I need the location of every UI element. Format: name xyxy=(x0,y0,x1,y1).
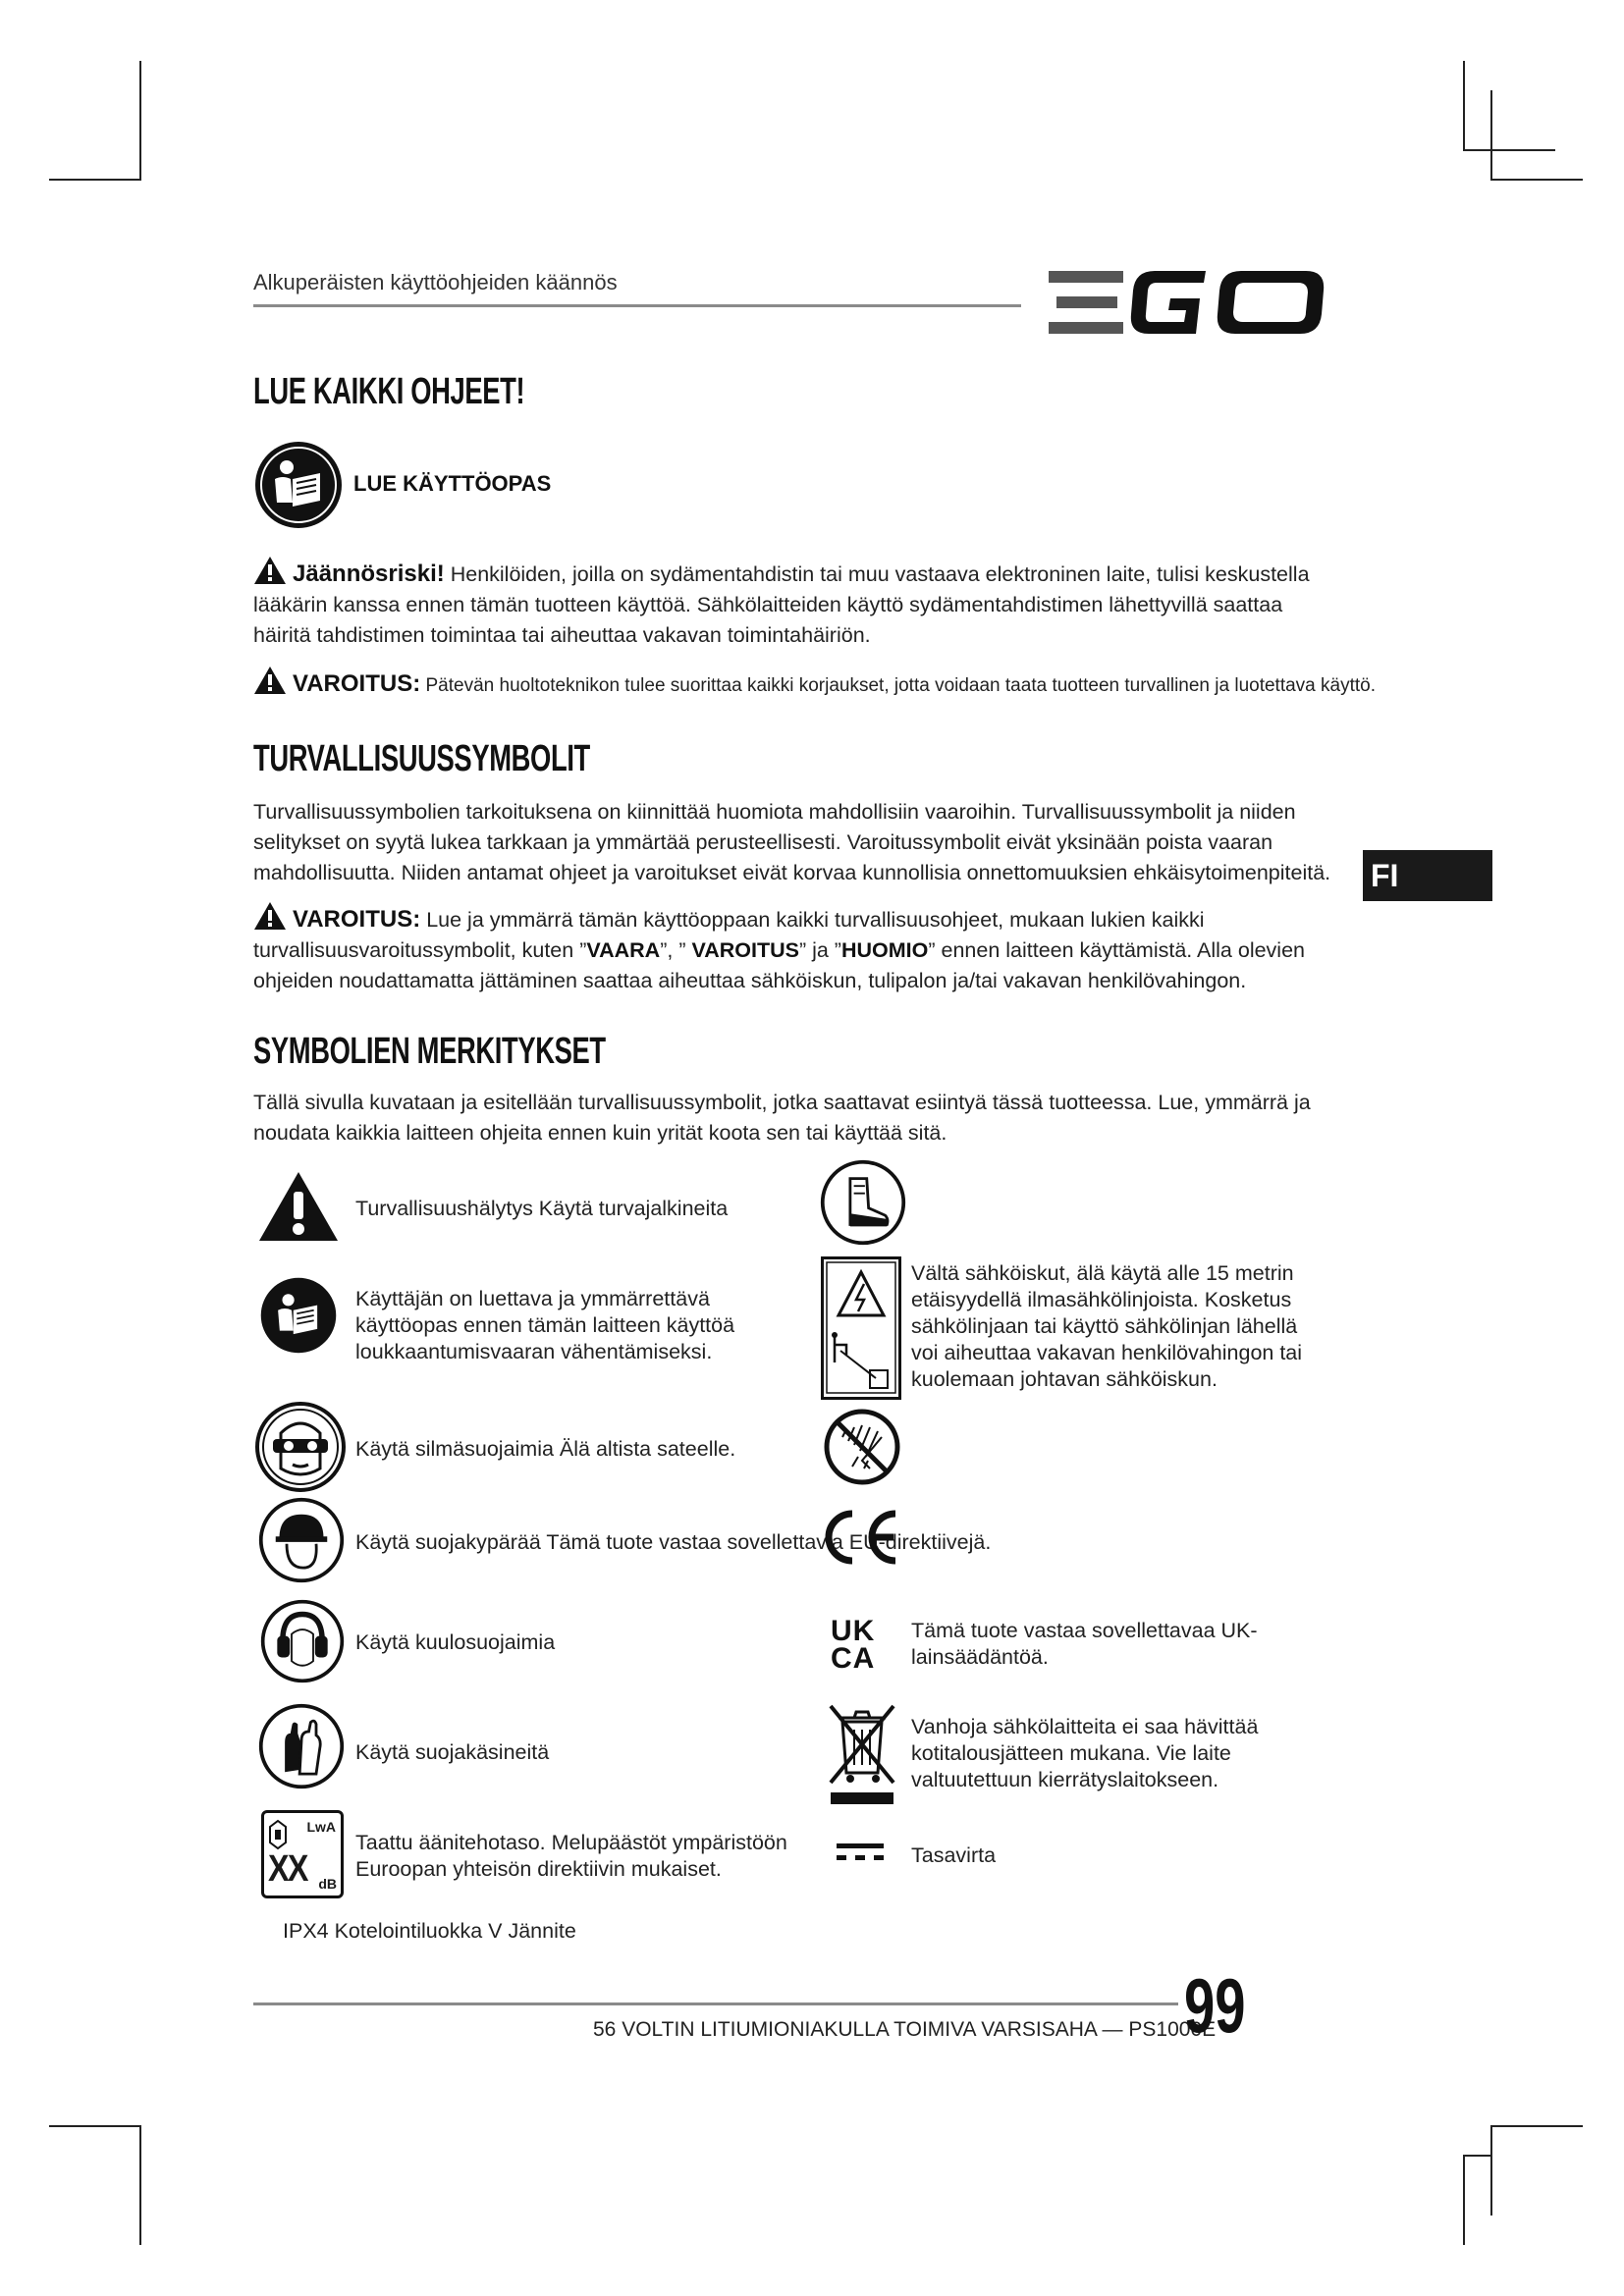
warning-text: Lue ja ymmärrä tämän käyttöoppaan kaikki turvallisuusohjeet, mukaan lukien kaikki turvallisuusvaroitussymbolit, kuten ” xyxy=(253,908,1205,962)
gloves-icon xyxy=(257,1702,346,1795)
ukca-top: UK xyxy=(831,1615,876,1647)
symbol-eye-text: Käytä silmäsuojaimia Älä altista sateelle. xyxy=(355,1437,736,1461)
keyword-vaara: VAARA xyxy=(586,938,661,962)
warning-label: VAROITUS: xyxy=(293,670,421,697)
symbol-helmet-text: Käytä suojakypärää Tämä tuote vastaa sovellettavia EU-direktiivejä. xyxy=(355,1530,992,1554)
symbols-intro-paragraph: Tällä sivulla kuvataan ja esitellään turvallisuussymbolit, jotka saattavat esiintyä tässä tuotteessa. Lue, ymmärrä ja noudata kaikkia laitteen ohjeita ennen kuin yrität koota sen tai käyttää sitä. xyxy=(253,1091,1311,1145)
warning-text: ”, ” xyxy=(660,938,692,962)
noise-lwa-label: LwA xyxy=(306,1819,336,1835)
crop-mark xyxy=(1490,179,1583,181)
direct-current-icon xyxy=(835,1842,886,1868)
crop-mark xyxy=(139,61,141,181)
symbol-ukca-text: Tämä tuote vastaa sovellettavaa UK-lainsäädäntöä. xyxy=(911,1619,1258,1669)
safety-warning-paragraph xyxy=(253,901,1343,996)
symbol-gloves-text: Käytä suojakäsineitä xyxy=(355,1740,550,1764)
footer-rule xyxy=(253,2002,1178,2005)
ukca-bottom: CA xyxy=(831,1642,876,1675)
power-line-warning-icon xyxy=(821,1256,901,1405)
noise-badge: XX xyxy=(268,1848,307,1890)
symbol-read-manual-text: Käyttäjän on luettava ja ymmärrettävä käyttöopas ennen tämän laitteen käyttöä loukkaantumisvaaran vähentämiseksi. xyxy=(355,1287,735,1363)
heading-safety-symbols: TURVALLISUUSSYMBOLIT xyxy=(253,738,590,779)
symbol-alert-text: Turvallisuushälytys Käytä turvajalkineita xyxy=(355,1197,729,1220)
noise-level-icon xyxy=(261,1810,344,1898)
heading-read-all: LUE KAIKKI OHJEET! xyxy=(253,371,525,412)
helmet-icon xyxy=(257,1496,346,1589)
eye-protection-icon xyxy=(253,1400,348,1499)
warning-triangle-icon xyxy=(253,901,287,931)
crop-mark xyxy=(1490,2125,1583,2127)
header-rule xyxy=(253,304,1021,307)
warning-repair-paragraph xyxy=(253,666,1376,701)
residual-risk-label: Jäännösriski! xyxy=(293,561,445,587)
crop-mark xyxy=(49,179,141,181)
symbol-dc-text: Tasavirta xyxy=(911,1843,997,1867)
safety-symbols-paragraph: Turvallisuussymbolien tarkoituksena on kiinnittää huomiota mahdollisiin vaaroihin. Turvallisuussymbolit ja niiden selitykset on syytä lukea tarkkaan ja ymmärtää perusteellisesti. Varoitussymbolit eivät yksinään poista vaaran mahdollisuutta. Niiden antamat ohjeet ja varoitukset eivät korvaa kunnollisia onnettomuuksien ehkäisytoimenpiteitä. xyxy=(253,800,1331,884)
crop-mark xyxy=(1463,2155,1465,2245)
symbol-electric-text: Vältä sähköiskut, älä käytä alle 15 metrin etäisyydellä ilmasähkölinjoista. Kosketus sähkölinjaan tai käyttö sähkölinjan lähellä voi aiheuttaa vakavan henkilövahingon tai kuolemaan johtavan sähköiskun. xyxy=(911,1261,1303,1391)
symbol-weee-text: Vanhoja sähkölaitteita ei saa hävittää kotitalousjätteen mukana. Vie laite valtuutettuun kierrätyslaitokseen. xyxy=(911,1715,1259,1791)
read-manual-icon xyxy=(253,440,344,535)
brand-logo xyxy=(1049,267,1343,343)
warning-text: ” ennen laitteen käyttämistä. Alla olevien ohjeiden noudattamatta jättäminen saattaa aiheuttaa sähköiskun, tulipalon ja/tai vakavan henkilövahingon. xyxy=(253,938,1305,992)
warning-triangle-icon xyxy=(253,666,287,695)
residual-risk-text: Henkilöiden, joilla on sydämentahdistin tai muu vastaava elektroninen laite, tulisi keskustella lääkärin kanssa ennen tämän tuotteen käyttöä. Sähkölaitteiden käyttö sydämentahdistimen lähettyvillä saattaa häiritä tahdistimen toimintaa tai aiheuttaa vakavan toimintahäiriön. xyxy=(253,562,1310,647)
symbol-ear-text: Käytä kuulosuojaimia xyxy=(355,1630,556,1654)
safety-boots-icon xyxy=(819,1158,907,1252)
ear-protection-icon xyxy=(259,1598,346,1689)
residual-risk-paragraph xyxy=(253,556,1341,651)
warning-label: VAROITUS: xyxy=(293,906,421,933)
warning-text: Pätevän huoltoteknikon tulee suorittaa kaikki korjaukset, jotta voidaan taata tuotteen turvallinen ja luotettava käyttö. xyxy=(420,675,1376,696)
crop-mark xyxy=(1463,149,1555,151)
crop-mark xyxy=(1463,61,1465,151)
keyword-varoitus: VAROITUS xyxy=(691,938,799,962)
symbol-noise-text: Taattu äänitehotaso. Melupäästöt ympäristöön Euroopan yhteisön direktiivin mukaiset. xyxy=(355,1831,787,1881)
crop-mark xyxy=(1490,90,1492,181)
ukca-mark-icon xyxy=(831,1615,886,1677)
warning-text: ” ja ” xyxy=(798,938,841,962)
ce-mark-icon xyxy=(813,1508,901,1572)
heading-symbol-meanings: SYMBOLIEN MERKITYKSET xyxy=(253,1031,606,1072)
header-subtitle: Alkuperäisten käyttöohjeiden käännös xyxy=(253,270,618,294)
language-tab-label: FI xyxy=(1371,858,1399,893)
weee-bin-icon xyxy=(825,1700,899,1813)
no-rain-icon xyxy=(823,1408,901,1491)
read-manual-icon xyxy=(259,1276,338,1360)
footer-product: 56 VOLTIN LITIUMIONIAKULLA TOIMIVA VARSISAHA — PS1000E xyxy=(593,2018,1217,2041)
symbol-ipx4-text: IPX4 Kotelointiluokka V Jännite xyxy=(283,1919,576,1943)
crop-mark xyxy=(1490,2125,1492,2216)
crop-mark xyxy=(139,2125,141,2245)
crop-mark xyxy=(1463,2155,1492,2157)
crop-mark xyxy=(49,2125,141,2127)
manual-label: LUE KÄYTTÖOPAS xyxy=(353,471,552,496)
language-tab xyxy=(1363,850,1492,901)
noise-unit: dB xyxy=(318,1876,337,1892)
warning-triangle-icon xyxy=(253,556,287,585)
safety-alert-icon xyxy=(257,1170,340,1248)
keyword-huomio: HUOMIO xyxy=(840,938,929,962)
page-number: 99 xyxy=(1184,1962,1246,2049)
